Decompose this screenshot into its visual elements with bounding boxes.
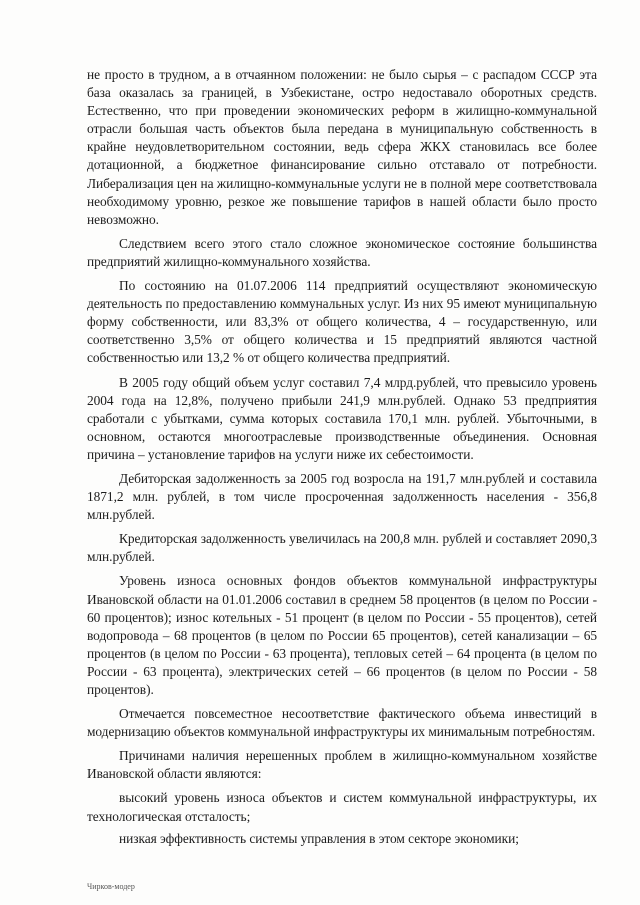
paragraph-3: По состоянию на 01.07.2006 114 предприятий осуществляют экономическую деятельность по предоставлению коммунальных услуг. Из них 95 имеют муниципальную форму собственности, или 83,3% от общего количества, 4 – государственную, или соответственно 3,5% от общего количества и 15 предприятий являются частной собственностью или 13,2 % от общего количества предприятий. [87,278,597,366]
paragraph-5: Дебиторская задолженность за 2005 год возросла на 191,7 млн.рублей и составила 1871,2 млн. рублей, в том числе просроченная задолженность населения - 356,8 млн.рублей. [87,470,597,523]
paragraph-8: Отмечается повсеместное несоответствие фактического объема инвестиций в модернизацию объектов коммунальной инфраструктуры их минимальным потребностям. [87,706,597,740]
paragraph-2: Следствием всего этого стало сложное экономическое состояние большинства предприятий жилищно-коммунального хозяйства. [87,235,597,269]
paragraph-4: В 2005 году общий объем услуг составил 7,4 млрд.рублей, что превысило уровень 2004 года на 12,8%, получено прибыли 241,9 млн.рублей. Однако 53 предприятия сработали с убытками, сумма которых составила 170,1 млн. рублей. Убыточными, в основном, остаются многоотраслевые производственные объединения. Основная причина – установление тарифов на услуги ниже их себестоимости. [87,374,597,462]
document-body [87,66,597,852]
paragraph-7: Уровень износа основных фондов объектов коммунальной инфраструктуры Ивановской области на 01.01.2006 составил в среднем 58 процентов (в целом по России - 60 процентов); износ котельных - 51 процент (в целом по России - 55 процентов), сетей водопровода – 68 процентов (в целом по России 65 процентов), сетей канализации – 65 процентов (в целом по России - 63 процента), тепловых сетей – 64 процента (в целом по России - 63 процента), электрических сетей – 66 процентов (в целом по России - 58 процентов). [87,573,597,697]
footer-filename: Чирков-модер [87,882,135,891]
list-item: низкая эффективность системы управления в этом секторе экономики; [119,830,519,846]
paragraph-6: Кредиторская задолженность увеличилась на 200,8 млн. рублей и составляет 2090,3 млн.рублей. [87,531,597,565]
list-item: высокий уровень износа объектов и систем коммунальной инфраструктуры, их технологическая отсталость; [87,790,597,824]
paragraph-9: Причинами наличия нерешенных проблем в жилищно-коммунальном хозяйстве Ивановской области являются: [87,748,597,782]
paragraph-1: не просто в трудном, а в отчаянном положении: не было сырья – с распадом СССР эта база оказалась за границей, в Узбекистане, остро недоставало оборотных средств. Естественно, что при проведении экономических реформ в жилищно-коммунальной отрасли большая часть объектов была передана в муниципальную собственность в крайне неудовлетворительном состоянии, ведь сфера ЖКХ становилась все более дотационной, а бюджетное финансирование сильно отставало от потребности. Либерализация цен на жилищно-коммунальные услуги не в полной мере соответствовала необходимому уровню, резкое же повышение тарифов в нашей области было просто невозможно. [87,67,597,227]
